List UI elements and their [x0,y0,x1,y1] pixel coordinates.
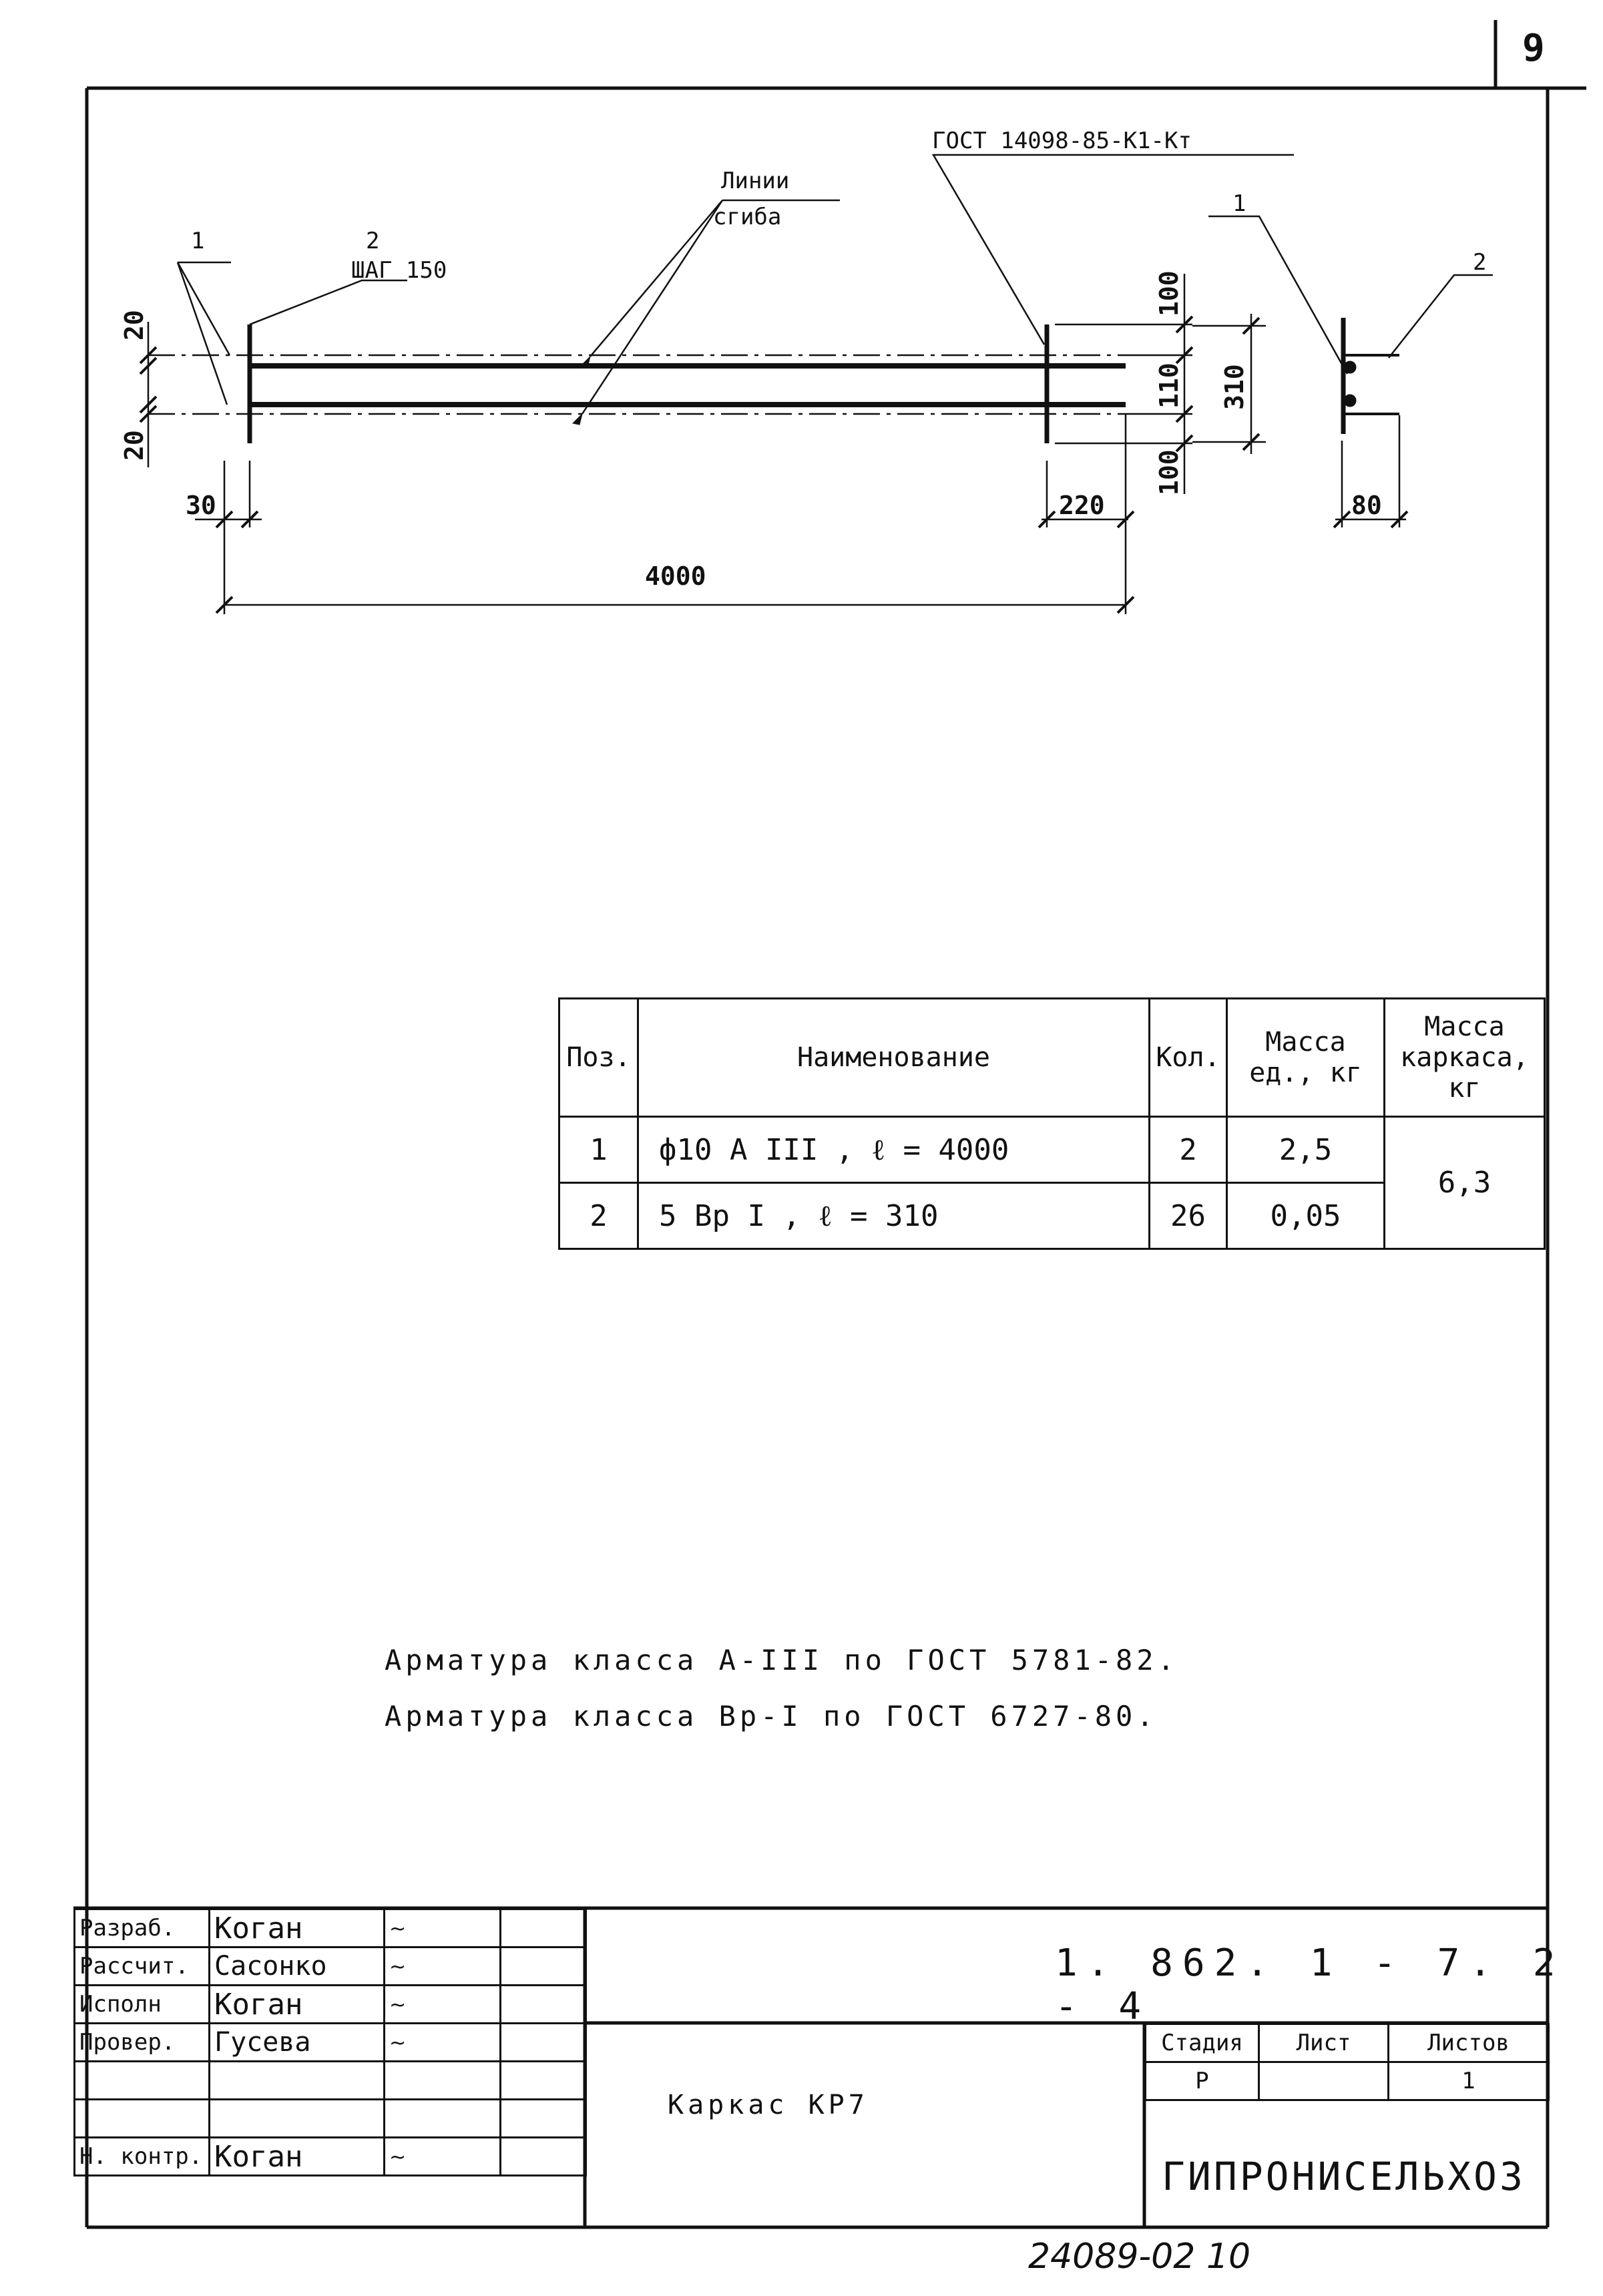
sheet-value [1259,2062,1389,2100]
section-position-label-2: 2 [1473,249,1487,276]
signature-row [75,2100,586,2138]
spec-unit-mass: 2,5 [1227,1117,1385,1183]
spec-frame-mass: 6,3 [1385,1117,1545,1249]
signature: ~ [385,1947,501,1986]
bend-lines-label-1: Линии [721,168,790,194]
note-reinforcement-a3: Арматура класса А-III по ГОСТ 5781-82. [385,1644,1178,1676]
step-label: ШАГ 150 [351,257,447,284]
stage-sheet-table [1144,2023,1550,2101]
person-name: Коган [210,1909,385,1947]
drawing-title: Каркас КР7 [668,2090,869,2120]
role-label: Н. контр. [75,2138,210,2176]
sheet-number: 9 [1522,27,1545,70]
role-label: Разраб. [75,1909,210,1947]
spec-unit-mass: 0,05 [1227,1183,1385,1249]
spec-qty: 26 [1150,1183,1227,1249]
signature: ~ [385,1986,501,2024]
signature-row [75,1909,586,1947]
signature-row [75,1947,586,1986]
dim-20-bottom: 20 [120,430,149,461]
person-name: Сасонко [210,1947,385,1986]
sheets-value: 1 [1389,2062,1549,2100]
title-block-signatures [73,1908,587,2176]
dim-80: 80 [1351,491,1382,520]
signature: ~ [385,2024,501,2062]
sheet-label: Лист [1259,2024,1389,2062]
spec-header-qty: Кол. [1150,999,1227,1117]
person-name: Коган [210,1986,385,2024]
dim-220: 220 [1059,491,1105,520]
stage-label: Стадия [1146,2024,1259,2062]
sheets-label: Листов [1389,2024,1549,2062]
signature: ~ [385,2138,501,2176]
section-position-label-1: 1 [1232,190,1246,217]
spec-header-row [559,999,1545,1117]
spec-name: ф10 А III , ℓ = 4000 [638,1117,1150,1183]
dim-310: 310 [1220,364,1249,410]
signature-row [75,2062,586,2100]
dim-20-top: 20 [120,310,149,340]
spec-header-name: Наименование [638,999,1150,1117]
spec-pos: 1 [559,1117,638,1183]
stage-value: Р [1146,2062,1259,2100]
signature-row [75,2138,586,2176]
signature-row [75,1986,586,2024]
bend-lines-label-2: сгиба [713,204,782,230]
organization-name: ГИПРОНИСЕЛЬХОЗ [1162,2154,1526,2199]
dim-30: 30 [186,491,216,520]
spec-header-frame-mass: Масса каркаса, кг [1385,999,1545,1117]
spec-qty: 2 [1150,1117,1227,1183]
position-label-2: 2 [366,228,380,254]
table-row [559,1117,1545,1183]
handwritten-archive-number: 24089-02 10 [1028,2237,1251,2277]
person-name: Коган [210,2138,385,2176]
signature: ~ [385,1909,501,1947]
dim-110: 110 [1154,363,1184,409]
spec-name: 5 Вр I , ℓ = 310 [638,1183,1150,1249]
role-label: Исполн [75,1986,210,2024]
dim-4000: 4000 [645,561,706,591]
role-label: Провер. [75,2024,210,2062]
spec-header-unit-mass: Масса ед., кг [1227,999,1385,1117]
spec-header-pos: Поз. [559,999,638,1117]
note-reinforcement-vr1: Арматура класса Вр-I по ГОСТ 6727-80. [385,1700,1158,1733]
role-label: Рассчит. [75,1947,210,1986]
specification-table [558,997,1546,1250]
dim-100-bottom: 100 [1154,449,1184,495]
gost-label: ГОСТ 14098-85-К1-Кт [932,128,1192,154]
document-code: 1. 862. 1 - 7. 2 - 4 [1055,1941,1565,2028]
dim-100-top: 100 [1154,270,1184,316]
spec-pos: 2 [559,1183,638,1249]
signature-row [75,2024,586,2062]
person-name: Гусева [210,2024,385,2062]
position-label-1: 1 [191,228,205,254]
